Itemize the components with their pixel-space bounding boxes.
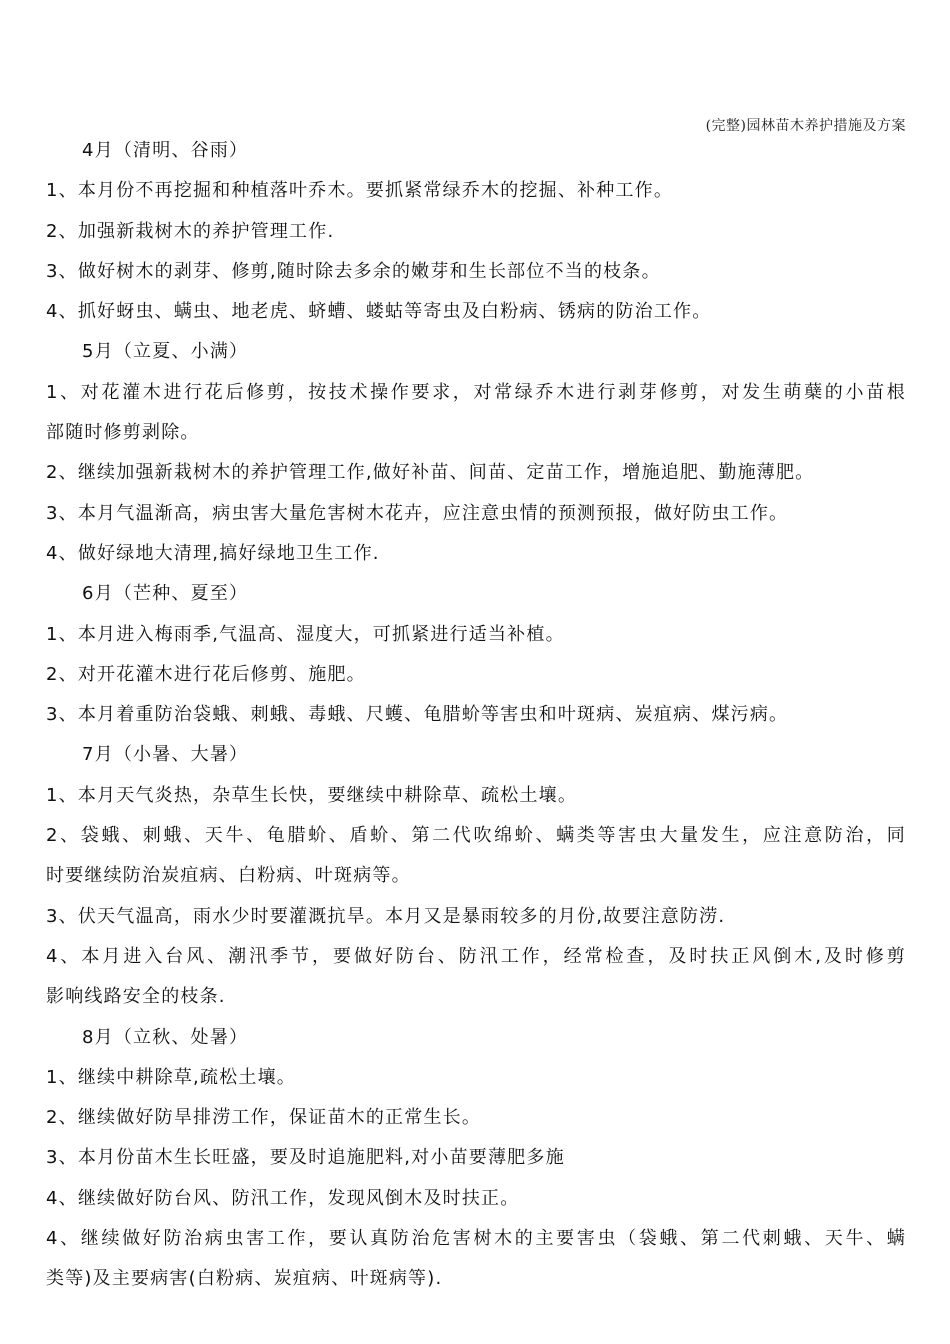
- month-heading: 4月（清明、谷雨）: [82, 140, 249, 161]
- text-line: 4、继续做好防治病虫害工作，要认真防治危害树木的主要害虫（袋蛾、第二代刺蛾、天牛、螨: [46, 1228, 906, 1250]
- text-line: 4、做好绿地大清理,搞好绿地卫生工作.: [46, 542, 380, 564]
- text-line: 1、继续中耕除草,疏松土壤。: [46, 1066, 296, 1088]
- text-line: 3、本月份苗木生长旺盛，要及时追施肥料,对小苗要薄肥多施: [46, 1147, 565, 1169]
- text-line: 1、本月进入梅雨季,气温高、湿度大，可抓紧进行适当补植。: [46, 623, 565, 645]
- text-line: 时要继续防治炭疽病、白粉病、叶斑病等。: [46, 865, 411, 887]
- month-heading: 7月（小暑、大暑）: [82, 744, 249, 766]
- text-line: 1、本月天气炎热，杂草生长快，要继续中耕除草、疏松土壤。: [46, 784, 578, 806]
- text-line: 1、本月份不再挖掘和种植落叶乔木。要抓紧常绿乔木的挖掘、补种工作。: [46, 180, 674, 202]
- month-heading: 8月（立秋、处暑）: [82, 1026, 249, 1048]
- month-heading: 5月（立夏、小满）: [82, 341, 249, 363]
- text-line: 1、对花灌木进行花后修剪，按技术操作要求，对常绿乔木进行剥芽修剪，对发生萌蘖的小苗根: [46, 381, 906, 403]
- text-line: 2、加强新栽树木的养护管理工作.: [46, 220, 335, 242]
- document-body: [46, 131, 906, 1300]
- text-line: 4、抓好蚜虫、螨虫、地老虎、蛴螬、蝼蛄等寄虫及白粉病、锈病的防治工作。: [46, 301, 712, 323]
- text-line: 类等)及主要病害(白粉病、炭疽病、叶斑病等).: [46, 1268, 443, 1290]
- text-line: 影响线路安全的枝条.: [46, 986, 226, 1008]
- text-line: 3、做好树木的剥芽、修剪,随时除去多余的嫩芽和生长部位不当的枝条。: [46, 260, 661, 282]
- text-line: 4、继续做好防台风、防汛工作，发现风倒木及时扶正。: [46, 1187, 520, 1209]
- month-heading: 6月（芒种、夏至）: [82, 583, 249, 605]
- text-line: 2、继续做好防旱排涝工作，保证苗木的正常生长。: [46, 1107, 482, 1129]
- text-line: 4、本月进入台风、潮汛季节，要做好防台、防汛工作，经常检查，及时扶正风倒木,及时修剪: [46, 945, 906, 967]
- text-line: 3、本月着重防治袋蛾、刺蛾、毒蛾、尺蠖、龟腊蚧等害虫和叶斑病、炭疽病、煤污病。: [46, 704, 789, 726]
- text-line: 3、伏天气温高，雨水少时要灌溉抗旱。本月又是暴雨较多的月份,故要注意防涝.: [46, 905, 726, 927]
- text-line: 3、本月气温渐高，病虫害大量危害树木花卉，应注意虫情的预测预报，做好防虫工作。: [46, 502, 789, 524]
- text-line: 2、对开花灌木进行花后修剪、施肥。: [46, 663, 366, 685]
- text-line: 2、袋蛾、刺蛾、天牛、龟腊蚧、盾蚧、第二代吹绵蚧、螨类等害虫大量发生，应注意防治，同: [46, 825, 906, 847]
- text-line: 部随时修剪剥除。: [46, 422, 200, 444]
- running-header: (完整)园林苗木养护措施及方案: [705, 118, 906, 134]
- text-line: 2、继续加强新栽树木的养护管理工作,做好补苗、间苗、定苗工作，增施追肥、勤施薄肥。: [46, 462, 815, 484]
